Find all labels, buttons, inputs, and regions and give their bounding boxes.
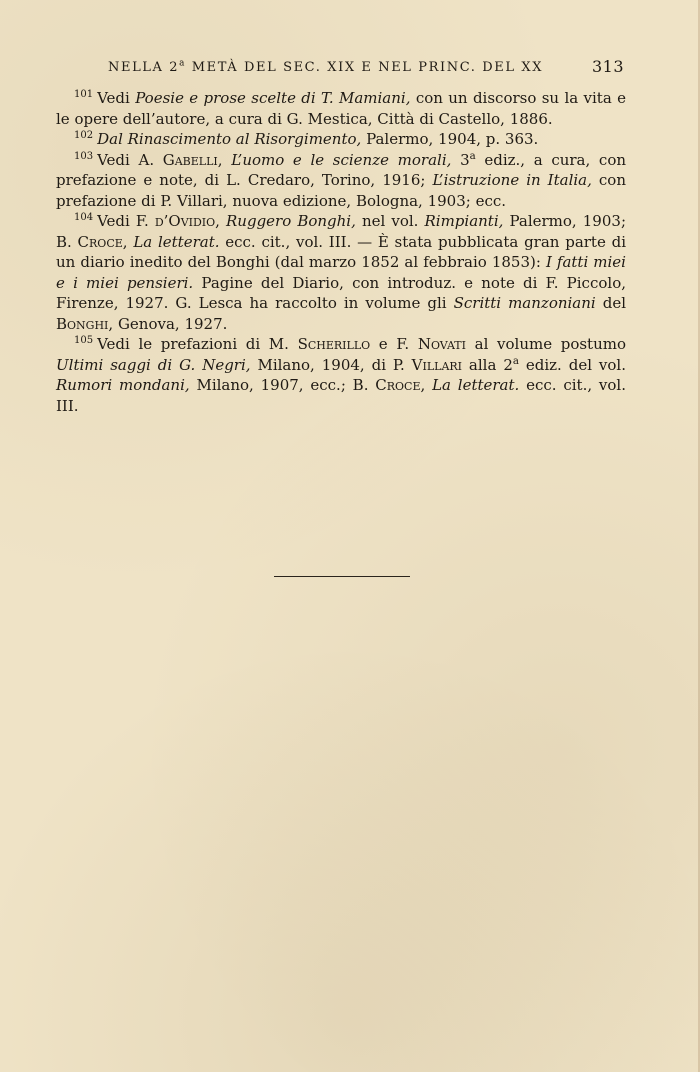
- footnote-text: 3: [451, 150, 470, 169]
- footnote-superscript: a: [512, 355, 519, 367]
- footnote-italic-text: L’uomo e le scienze morali,: [231, 150, 452, 169]
- footnote-text: Palermo, 1904, p. 363.: [361, 130, 539, 148]
- footnote-italic-text: I fatti miei e i miei pensieri.: [56, 253, 626, 292]
- footnote: [56, 150, 626, 212]
- running-title-post: METÀ DEL SEC. XIX E NEL PRINC. DEL XX: [186, 60, 544, 75]
- footnote-italic-text: Scritti manzoniani: [453, 294, 596, 312]
- footnote-text: Vedi: [97, 89, 136, 107]
- footnote-author-name: Villari: [411, 355, 463, 374]
- footnote-text: e F.: [370, 335, 418, 353]
- footnote-text: ediz. del vol.: [518, 355, 626, 374]
- running-title-superscript: a: [179, 58, 186, 69]
- footnote-text: Milano, 1907, ecc.; B.: [189, 376, 376, 394]
- footnote-number: 103: [74, 150, 94, 162]
- footnote-italic-text: Poesie e prose scelte di T. Mamiani,: [135, 89, 411, 107]
- footnote-superscript: a: [469, 150, 476, 162]
- footnote-italic-text: La letterat.: [133, 232, 220, 251]
- footnote-italic-text: Rimpianti,: [424, 212, 504, 230]
- footnote-text: Vedi le prefazioni di M.: [97, 335, 298, 353]
- footnote-text: Palermo, 1903; B.: [56, 212, 626, 251]
- footnote-author-name: Gabelli,: [162, 150, 223, 169]
- footnote: [56, 334, 626, 416]
- footnotes: [56, 88, 626, 416]
- footnote: [56, 129, 626, 150]
- footnote-text: Vedi A.: [97, 150, 163, 169]
- footnote-author-name: Scherillo: [297, 335, 371, 353]
- footnote-author-name: Bonghi,: [56, 314, 114, 333]
- page-number: 313: [591, 57, 624, 76]
- footnote-text: con prefazione di P. Villari, nuova edizione, Bologna, 1903; ecc.: [56, 171, 626, 210]
- footnote-author-name: Croce,: [375, 376, 426, 394]
- footnote-text: Pagine del Diario, con introduz. e note di F. Piccolo, Firenze, 1927. G. Lesca ha raccolto in volume gli: [56, 273, 626, 312]
- footnote-text: del: [595, 294, 626, 312]
- footnote-italic-text: Ultimi saggi di G. Negri,: [56, 355, 251, 374]
- footnote-author-name: d’Ovidio,: [154, 212, 220, 230]
- footnote-italic-text: Ruggero Bonghi,: [226, 212, 356, 230]
- footnote-italic-text: Rumori mondani,: [56, 376, 190, 394]
- section-divider: [274, 576, 410, 577]
- footnote-text: ediz., a cura, con prefazione e note, di L. Credaro, Torino, 1916;: [56, 150, 627, 189]
- footnote-text: Genova, 1927.: [113, 314, 228, 333]
- footnote-text: ecc. cit., vol. III.: [56, 376, 626, 415]
- footnote-text: [223, 151, 232, 169]
- footnote-text: al volume postumo: [465, 335, 626, 353]
- running-title: [108, 60, 543, 75]
- footnote-author-name: Novati: [417, 335, 466, 353]
- footnote-text: con un discorso su la vita e le opere dell’autore, a cura di G. Mestica, Città di Castello, 1886.: [56, 89, 627, 128]
- footnote-text: Vedi F.: [97, 212, 155, 230]
- footnote-italic-text: La letterat.: [432, 376, 520, 394]
- footnote-text: alla 2: [462, 355, 513, 374]
- footnote: [56, 88, 626, 129]
- footnote-italic-text: Dal Rinascimento al Risorgimento,: [97, 130, 362, 148]
- footnote-author-name: Croce,: [77, 232, 128, 251]
- footnote-text: nel vol.: [355, 212, 425, 230]
- footnote: [56, 211, 626, 334]
- footnote-number: 104: [74, 212, 94, 223]
- footnote-text: Milano, 1904, di P.: [250, 355, 412, 374]
- running-head: [108, 57, 624, 81]
- footnote-number: 105: [74, 335, 94, 346]
- footnote-italic-text: L’istruzione in Italia,: [432, 171, 592, 189]
- running-title-pre: NELLA 2: [108, 60, 180, 75]
- footnote-text: ecc. cit., vol. III. — È stata pubblicata gran parte di un diario inedito del Bonghi (dal marzo 1852 al febbraio 1853):: [56, 232, 626, 271]
- footnote-number: 102: [74, 130, 94, 141]
- footnote-number: 101: [74, 89, 94, 100]
